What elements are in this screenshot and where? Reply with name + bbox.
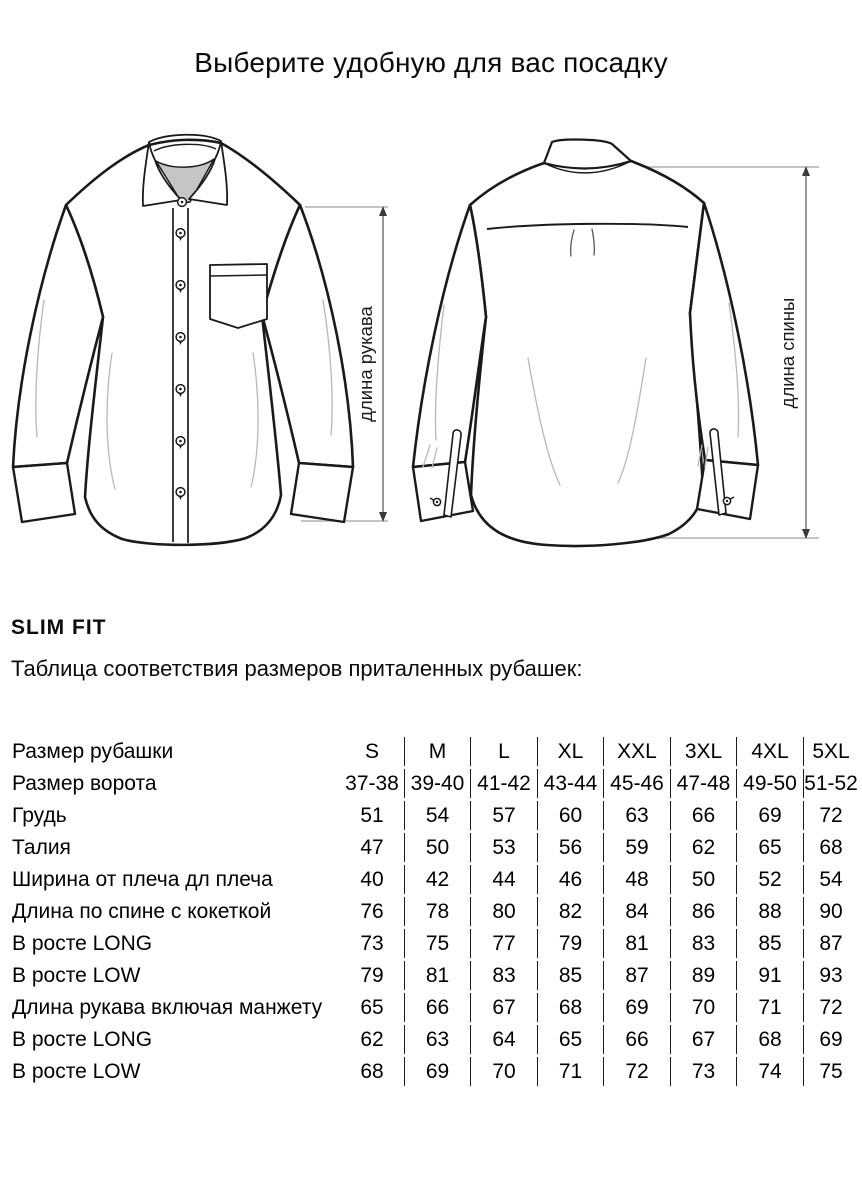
table-cell: 39-40 [405, 769, 471, 798]
table-cell: 90 [819, 900, 843, 923]
table-row [12, 769, 858, 798]
table-cell: 44 [471, 865, 538, 894]
table-cell: 50 [405, 833, 471, 862]
table-cell: 75 [819, 1060, 843, 1083]
row-label: Талия [12, 836, 71, 859]
table-cell: 57 [471, 801, 538, 830]
table-cell: S [340, 737, 405, 766]
table-cell: XXL [604, 737, 671, 766]
table-cell: 74 [737, 1057, 804, 1086]
table-cell: 70 [671, 993, 737, 1022]
table-row [12, 1025, 858, 1054]
table-cell: 88 [737, 897, 804, 926]
page-title: Выберите удобную для вас посадку [194, 47, 668, 78]
table-row [12, 929, 858, 958]
table-cell: 68 [538, 993, 604, 1022]
table-cell: 4XL [737, 737, 804, 766]
table-cell: 84 [604, 897, 671, 926]
row-label: Размер ворота [12, 772, 157, 795]
table-cell: 69 [737, 801, 804, 830]
table-cell: 63 [604, 801, 671, 830]
table-cell: 71 [737, 993, 804, 1022]
table-cell: 83 [671, 929, 737, 958]
chest-pocket [210, 264, 267, 328]
table-row [12, 865, 858, 894]
sleeve-length-label: длина рукава [355, 306, 376, 422]
table-cell: 91 [737, 961, 804, 990]
table-cell: 93 [819, 964, 843, 987]
table-row [12, 833, 858, 862]
table-cell: 65 [737, 833, 804, 862]
table-cell: 65 [538, 1025, 604, 1054]
size-table [12, 737, 858, 1086]
table-cell: 48 [604, 865, 671, 894]
table-cell: 65 [340, 993, 405, 1022]
table-cell: 66 [671, 801, 737, 830]
row-label: В росте LOW [12, 964, 141, 987]
table-cell: 62 [671, 833, 737, 862]
table-cell: 51-52 [804, 772, 858, 795]
table-row [12, 993, 858, 1022]
table-cell: 86 [671, 897, 737, 926]
table-cell: 59 [604, 833, 671, 862]
back-length-label: длина спины [777, 297, 798, 409]
row-label: Длина по спине с кокеткой [12, 900, 272, 923]
table-cell: L [471, 737, 538, 766]
row-label: Длина рукава включая манжету [12, 996, 323, 1019]
row-label: В росте LOW [12, 1060, 141, 1083]
fit-subtitle: Таблица соответствия размеров приталенных рубашек: [11, 656, 583, 681]
table-cell: 89 [671, 961, 737, 990]
table-cell: 85 [737, 929, 804, 958]
table-row [12, 1057, 858, 1086]
table-cell: 5XL [812, 740, 850, 763]
table-cell: 50 [671, 865, 737, 894]
table-cell: 81 [405, 961, 471, 990]
table-cell: 66 [604, 1025, 671, 1054]
table-cell: 73 [340, 929, 405, 958]
shirt-size-diagram [0, 115, 862, 575]
table-cell: 68 [340, 1057, 405, 1086]
row-label: В росте LONG [12, 1028, 153, 1051]
table-cell: 79 [340, 961, 405, 990]
table-cell: 69 [604, 993, 671, 1022]
table-cell: 62 [340, 1025, 405, 1054]
table-cell: 76 [340, 897, 405, 926]
table-cell: 87 [604, 961, 671, 990]
table-cell: 64 [471, 1025, 538, 1054]
table-cell: 63 [405, 1025, 471, 1054]
table-row [12, 961, 858, 990]
table-cell: 47-48 [671, 769, 737, 798]
table-cell: 54 [819, 868, 843, 891]
table-cell: 80 [471, 897, 538, 926]
table-cell: 41-42 [471, 769, 538, 798]
table-cell: 54 [405, 801, 471, 830]
table-cell: 82 [538, 897, 604, 926]
table-cell: 69 [405, 1057, 471, 1086]
table-cell: 77 [471, 929, 538, 958]
table-row [12, 897, 858, 926]
table-cell: 72 [819, 996, 843, 1019]
table-cell: M [405, 737, 471, 766]
table-cell: 66 [405, 993, 471, 1022]
table-cell: 71 [538, 1057, 604, 1086]
table-cell: 37-38 [340, 769, 405, 798]
table-cell: 79 [538, 929, 604, 958]
table-cell: 42 [405, 865, 471, 894]
table-cell: 81 [604, 929, 671, 958]
table-cell: 70 [471, 1057, 538, 1086]
table-cell: 46 [538, 865, 604, 894]
table-cell: 83 [471, 961, 538, 990]
table-cell: 73 [671, 1057, 737, 1086]
row-label: Грудь [12, 804, 67, 827]
shirt-back-drawing [413, 140, 758, 546]
table-cell: 68 [737, 1025, 804, 1054]
row-label: В росте LONG [12, 932, 153, 955]
table-cell: 40 [340, 865, 405, 894]
table-cell: 72 [604, 1057, 671, 1086]
table-cell: 3XL [671, 737, 737, 766]
table-cell: 47 [340, 833, 405, 862]
table-cell: 49-50 [737, 769, 804, 798]
table-row [12, 737, 858, 766]
table-cell: 69 [819, 1028, 843, 1051]
table-cell: 67 [671, 1025, 737, 1054]
table-cell: 75 [405, 929, 471, 958]
fit-heading: SLIM FIT [11, 616, 107, 639]
table-cell: 43-44 [538, 769, 604, 798]
table-cell: 56 [538, 833, 604, 862]
table-cell: 68 [819, 836, 843, 859]
table-cell: 52 [737, 865, 804, 894]
table-row [12, 801, 858, 830]
row-label: Ширина от плеча дл плеча [12, 868, 273, 891]
table-cell: 78 [405, 897, 471, 926]
table-cell: 85 [538, 961, 604, 990]
table-cell: 45-46 [604, 769, 671, 798]
shirt-front-drawing [13, 135, 353, 545]
table-cell: XL [538, 737, 604, 766]
table-cell: 72 [819, 804, 843, 827]
table-cell: 51 [340, 801, 405, 830]
table-cell: 87 [819, 932, 843, 955]
table-cell: 67 [471, 993, 538, 1022]
table-cell: 53 [471, 833, 538, 862]
row-label: Размер рубашки [12, 740, 174, 763]
table-cell: 60 [538, 801, 604, 830]
